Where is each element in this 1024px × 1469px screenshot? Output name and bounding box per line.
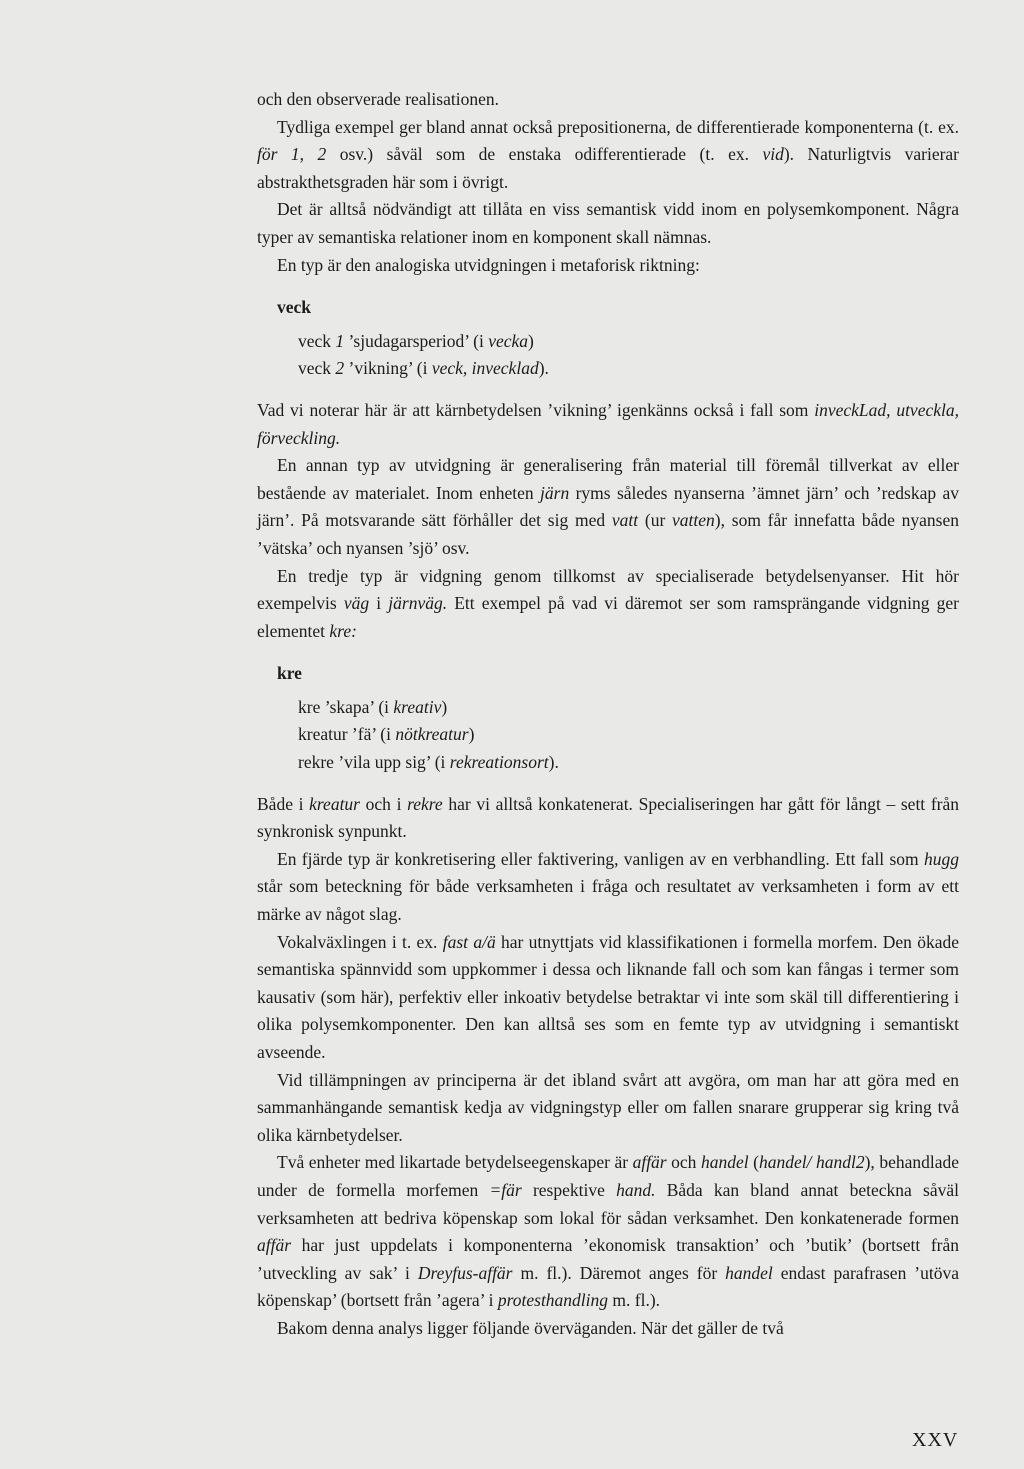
paragraph: Både i kreatur och i rekre har vi alltså konkatenerat. Specialiseringen har gått för långt – sett från synkronisk synpunkt. — [257, 793, 959, 842]
italic-term: handel — [725, 1262, 773, 1283]
example-headword: kre — [277, 663, 302, 684]
paragraph: Vid tillämpningen av principerna är det ibland svårt att avgöra, om man har att göra med en sammanhängande semantisk kedja av vidgningstyp eller om fallen snarare grupperar sig kring två olika kärnbetydelser. — [257, 1069, 959, 1145]
paragraph: En fjärde typ är konkretisering eller faktivering, vanligen av en verbhandling. Ett fall som hugg står som beteckning för både verksamheten i fråga och resultatet av verksamheten i form av ett märke av något slag. — [257, 848, 959, 925]
italic-term: vatt — [611, 510, 639, 531]
italic-term: protesthandling — [497, 1290, 609, 1311]
italic-term: vid — [762, 144, 784, 165]
italic-term: järnväg. — [388, 593, 448, 614]
italic-term: rekre — [407, 793, 443, 814]
italic-term: järn — [540, 482, 570, 503]
italic-term: kre: — [329, 620, 357, 641]
paragraph: En annan typ av utvidgning är generalisering från material till föremål tillverkat av eller bestående av materialet. Inom enheten järn ryms således nyanserna ’ämnet järn’ och ’redskap av järn’. På motsvarande sätt förhåller det sig med vatt (ur vatten), som får innefatta både nyansen ’vätska’ och nyansen ’sjö’ osv. — [257, 455, 959, 558]
paragraph: Bakom denna analys ligger följande överväganden. När det gäller de två — [277, 1317, 784, 1338]
page-number: XXV — [912, 1429, 959, 1451]
italic-term: hugg — [924, 848, 959, 869]
italic-term: affär — [257, 1235, 292, 1256]
example-line: veck 2 ’vikning’ (i veck, invecklad). — [298, 358, 549, 379]
paragraph: Det är alltså nödvändigt att tillåta en viss semantisk vidd inom en polysemkomponent. Några typer av semantiska relationer inom en komponent skall nämnas. — [257, 199, 959, 247]
italic-term: väg — [343, 593, 370, 614]
italic-term: =fär — [489, 1179, 522, 1200]
italic-term: 2 — [335, 358, 345, 379]
italic-term: för 1, 2 — [257, 144, 327, 165]
italic-term: fast a/ä — [442, 931, 496, 952]
italic-term: rekreationsort — [449, 752, 549, 773]
paragraph: Vokalväxlingen i t. ex. fast a/ä har utnyttjats vid klassifikationen i formella morfem. Den ökade semantiska spännvidd som uppkommer i dessa och liknande fall och som kan fångas i termer som kausativ (som här), perfektiv eller inkoativ betydelse betraktar vi inte som skäl till differentiering i olika polysemkomponenter. Den kan alltså ses som en femte typ av utvidgning i semantiskt avseende. — [257, 931, 959, 1062]
italic-term: kreatur — [309, 793, 360, 814]
italic-term: 1 — [335, 330, 345, 351]
example-line: veck 1 ’sjudagarsperiod’ (i vecka) — [298, 330, 534, 351]
example-line: rekre ’vila upp sig’ (i rekreationsort). — [298, 752, 559, 773]
italic-term: Dreyfus-affär — [417, 1262, 513, 1283]
italic-term: nötkreatur — [395, 724, 469, 745]
paragraph: Två enheter med likartade betydelseegenskaper är affär och handel (handel/ handl2), behandlade under de formella morfemen =fär respektive hand. Båda kan bland annat beteckna såväl verksamheten att bedriva köpenskap som lokal för sådan verksamhet. Den konkatenerade formen affär har just uppdelats i komponenterna ’ekonomisk transaktion’ och ’butik’ (bortsett från ’utveckling av sak’ i Dreyfus-affär m. fl.). Däremot anges för handel endast parafrasen ’utöva köpenskap’ (bortsett från ’agera’ i protesthandling m. fl.). — [257, 1152, 960, 1311]
italic-term: handel — [700, 1152, 749, 1173]
paragraph: En typ är den analogiska utvidgningen i metaforisk riktning: — [277, 254, 700, 275]
italic-term: vatten — [672, 510, 715, 531]
page-body — [257, 86, 959, 1343]
paragraph: En tredje typ är vidgning genom tillkomst av specialiserade betydelsenyanser. Hit hör exempelvis väg i järnväg. Ett exempel på vad vi däremot ser som ramsprängande vidgning ger elementet kre: — [257, 565, 960, 641]
italic-term: affär — [632, 1152, 667, 1173]
italic-term: inveckLad, utveckla, förveckling. — [257, 399, 959, 448]
example-veck — [277, 294, 959, 383]
example-line: kreatur ’fä’ (i nötkreatur) — [298, 724, 475, 745]
paragraph: Tydliga exempel ger bland annat också prepositionerna, de differentierade komponenterna (t. ex. för 1, 2 osv.) såväl som de enstaka odifferentierade (t. ex. vid). Naturligtvis varierar abstrakthetsgraden här som i övrigt. — [257, 116, 960, 192]
italic-term: hand. — [616, 1179, 656, 1200]
paragraph: Vad vi noterar här är att kärnbetydelsen ’vikning’ igenkänns också i fall som inveckLad, utveckla, förveckling. — [257, 399, 959, 448]
italic-term: vecka — [488, 330, 529, 351]
example-headword: veck — [277, 297, 312, 318]
italic-term: handel/ handl2 — [758, 1152, 865, 1173]
italic-term: veck, invecklad — [431, 358, 539, 379]
italic-term: kreativ — [393, 696, 442, 717]
example-kre — [277, 660, 959, 776]
example-line: kre ’skapa’ (i kreativ) — [298, 696, 448, 717]
paragraph: och den observerade realisationen. — [257, 89, 499, 109]
